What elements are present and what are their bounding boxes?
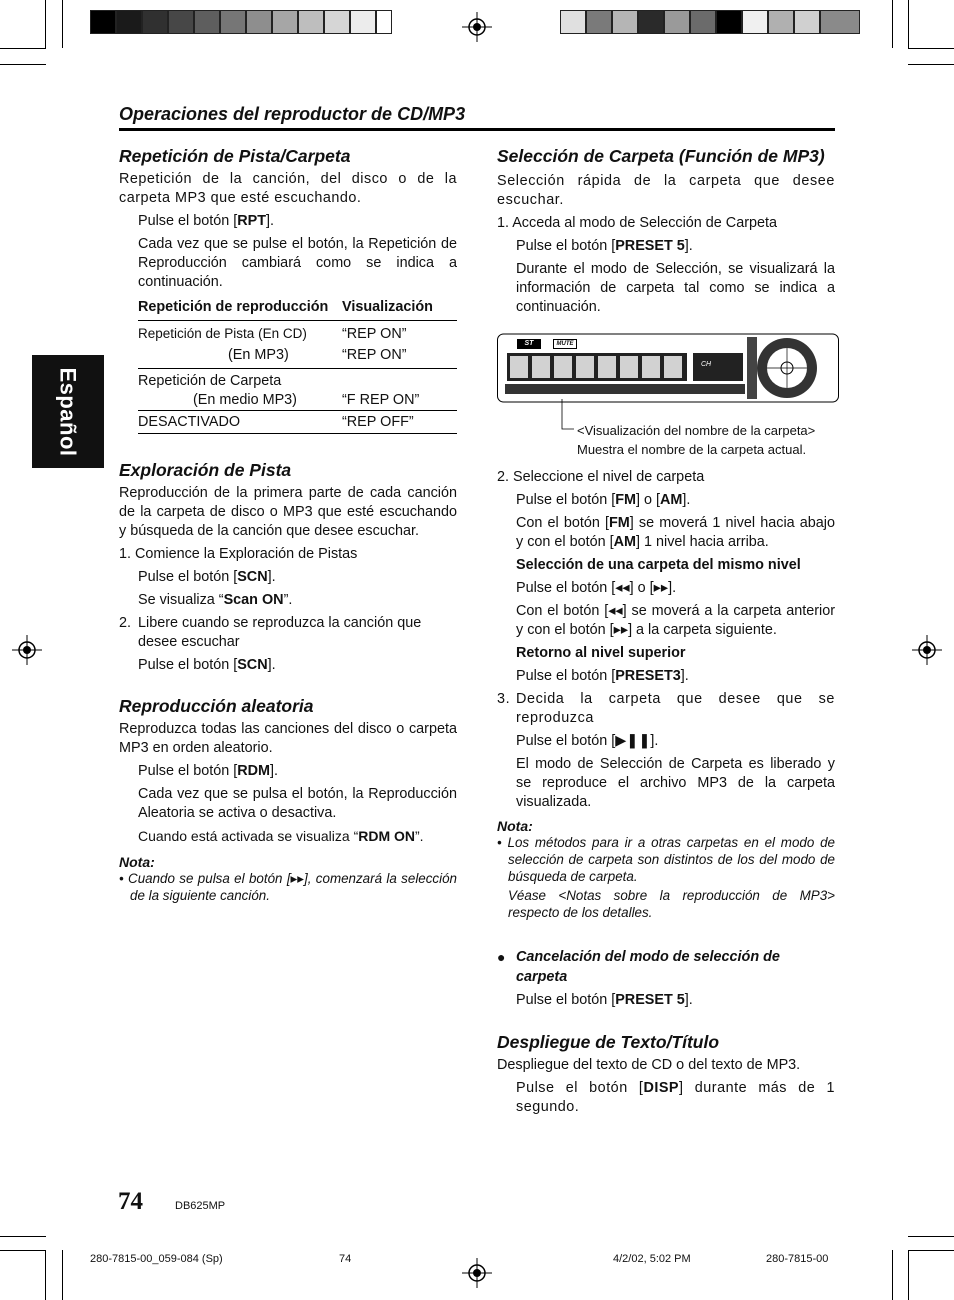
upper-level-press: Pulse el botón [PRESET3]. xyxy=(516,668,689,684)
random-title: Reproducción aleatoria xyxy=(119,696,314,716)
text-title: Despliegue de Texto/Título xyxy=(497,1032,720,1052)
am-button-label: AM xyxy=(659,492,683,508)
folder-step-1-desc: Durante el modo de Selección, se visualizará la información de carpeta tal como se indica a continuación. xyxy=(516,261,835,315)
fm-button-label: FM xyxy=(615,492,636,508)
repeat-table-row-value: “REP ON” xyxy=(342,347,407,363)
same-level-desc: Con el botón [◂◂] se moverá a la carpeta anterior y con el botón [▸▸] a la carpeta siguiente. xyxy=(516,603,836,638)
repeat-intro: Repetición de la canción, del disco o de la carpeta MP3 que esté escuchando. xyxy=(119,171,457,206)
crop-mark xyxy=(62,0,63,48)
folder-step-1: 1. Acceda al modo de Selección de Carpeta xyxy=(497,215,777,231)
crop-mark xyxy=(0,1250,46,1251)
crop-mark xyxy=(908,48,954,49)
crop-mark xyxy=(908,1250,909,1300)
left-column xyxy=(119,146,457,904)
repeat-press: Pulse el botón [RPT]. xyxy=(138,213,274,229)
registration-mark-icon xyxy=(462,1258,492,1288)
random-shows: Cuando está activada se visualiza “RDM ON”. xyxy=(138,828,424,844)
display-illustration xyxy=(497,333,835,463)
footer-page: 74 xyxy=(339,1253,352,1265)
scan-intro: Reproducción de la primera parte de cada canción de la carpeta de disco o MP3 que esté escuchando y búsqueda de la canción que desee escuchar. xyxy=(119,485,457,539)
crop-mark xyxy=(908,1236,954,1237)
scan-step-1: 1. Comience la Exploración de Pistas xyxy=(119,546,358,562)
previous-track-icon: ◂◂ xyxy=(615,580,630,596)
scn-button-label: SCN xyxy=(237,569,268,585)
section-header: Operaciones del reproductor de CD/MP3 xyxy=(119,104,466,124)
color-swatch xyxy=(716,10,742,34)
repeat-table xyxy=(138,298,457,434)
color-swatch xyxy=(794,10,820,34)
crop-mark xyxy=(45,1250,46,1300)
registration-mark-icon xyxy=(12,635,42,665)
text-press: Pulse el botón [DISP] durante más de 1 segundo. xyxy=(516,1080,835,1115)
play-pause-icon: ▶❚❚ xyxy=(615,733,651,749)
color-swatch xyxy=(768,10,794,34)
folder-step-2-desc: Con el botón [FM] se moverá 1 nivel hacia abajo y con el botón [AM] 1 nivel hacia arriba. xyxy=(516,515,835,550)
color-swatch xyxy=(560,10,586,34)
right-column xyxy=(497,146,835,1117)
crop-mark xyxy=(45,0,46,48)
crop-mark xyxy=(0,64,46,65)
scan-title: Exploración de Pista xyxy=(119,460,292,480)
repeat-table-header-display: Visualización xyxy=(342,299,433,315)
cancel-title: Cancelación del modo de selección de carpeta xyxy=(516,949,780,985)
registration-mark-icon xyxy=(912,635,942,665)
random-desc: Cada vez que se pulsa el botón, la Reproducción Aleatoria se activa o desactiva. xyxy=(138,786,457,821)
preset5-button-label: PRESET 5 xyxy=(615,992,685,1008)
random-note: • Cuando se pulsa el botón [▸▸], comenzará la selección de la siguiente canción. xyxy=(119,871,457,903)
scan-step-1-press: Pulse el botón [SCN]. xyxy=(138,569,276,585)
folder-step-2-press: Pulse el botón [FM] o [AM]. xyxy=(516,492,691,508)
display-caption-title: <Visualización del nombre de la carpeta> xyxy=(577,423,816,438)
same-level-press: Pulse el botón [◂◂] o [▸▸]. xyxy=(516,580,677,596)
header-rule xyxy=(119,128,835,131)
page-number: 74 xyxy=(118,1188,143,1215)
repeat-desc: Cada vez que se pulse el botón, la Repetición de Reproducción cambiará como se indica a continuación. xyxy=(138,236,457,290)
color-swatch xyxy=(272,10,298,34)
mute-indicator: MUTE xyxy=(553,339,577,349)
rpt-button-label: RPT xyxy=(237,213,266,229)
color-swatch xyxy=(90,10,116,34)
next-track-icon: ▸▸ xyxy=(653,580,669,596)
st-indicator: ST xyxy=(517,339,541,349)
folder-note-2: Véase <Notas sobre la reproducción de MP3> respecto de los detalles. xyxy=(508,888,835,920)
color-swatch xyxy=(586,10,612,34)
repeat-table-header-mode: Repetición de reproducción xyxy=(138,299,329,315)
preset5-button-label: PRESET 5 xyxy=(615,238,685,254)
color-swatch xyxy=(820,10,860,34)
color-swatch xyxy=(116,10,142,34)
color-swatch xyxy=(612,10,638,34)
color-swatch xyxy=(638,10,664,34)
crop-mark xyxy=(908,0,909,48)
crop-mark xyxy=(892,0,893,48)
folder-note-title: Nota: xyxy=(497,818,533,834)
next-track-icon: ▸▸ xyxy=(613,622,629,638)
file-name: 280-7815-00_059-084 (Sp) xyxy=(90,1253,223,1265)
model-code: DB625MP xyxy=(175,1200,226,1212)
language-tab-label: Español xyxy=(56,366,82,457)
folder-title: Selección de Carpeta (Función de MP3) xyxy=(497,146,825,166)
color-swatch xyxy=(194,10,220,34)
crop-mark xyxy=(908,64,954,65)
color-swatch xyxy=(298,10,324,34)
previous-track-icon: ◂◂ xyxy=(608,603,623,619)
scan-step-2-press: Pulse el botón [SCN]. xyxy=(138,657,276,673)
random-intro: Reproduzca todas las canciones del disco o carpeta MP3 en orden aleatorio. xyxy=(119,721,457,756)
text-intro: Despliegue del texto de CD o del texto de MP3. xyxy=(497,1057,801,1073)
rdm-button-label: RDM xyxy=(237,763,270,779)
random-press: Pulse el botón [RDM]. xyxy=(138,763,278,779)
scan-step-2: 2. Libere cuando se reproduzca la canción que desee escuchar xyxy=(119,615,422,650)
color-swatch xyxy=(690,10,716,34)
color-swatch xyxy=(220,10,246,34)
repeat-table-row: Repetición de Carpeta xyxy=(138,373,282,389)
repeat-table-row-value: “F REP ON” xyxy=(342,392,420,408)
bullet-icon: ● xyxy=(497,949,506,965)
repeat-table-row: DESACTIVADO xyxy=(138,414,241,430)
color-swatch xyxy=(246,10,272,34)
cancel-press: Pulse el botón [PRESET 5]. xyxy=(516,992,693,1008)
folder-step-3-press: Pulse el botón [▶❚❚]. xyxy=(516,733,659,749)
folder-step-3: 3. Decida la carpeta que desee que se reproduzca xyxy=(497,691,835,726)
cancel-section xyxy=(497,947,835,987)
color-swatch xyxy=(742,10,768,34)
repeat-table-row: (En medio MP3) xyxy=(193,392,297,408)
folder-intro: Selección rápida de la carpeta que desee escuchar. xyxy=(497,173,835,208)
crop-mark xyxy=(62,1250,63,1300)
display-caption xyxy=(577,421,815,459)
disp-button-label: DISP xyxy=(643,1080,680,1096)
repeat-table-row-value: “REP OFF” xyxy=(342,414,414,430)
color-swatch xyxy=(664,10,690,34)
folder-step-1-press: Pulse el botón [PRESET 5]. xyxy=(516,238,693,254)
repeat-title: Repetición de Pista/Carpeta xyxy=(119,146,351,166)
crop-mark xyxy=(0,1236,46,1237)
folder-note-1: • Los métodos para ir a otras carpetas en el modo de selección de carpeta son distintos de los del modo de búsqueda de carpeta. xyxy=(497,835,835,884)
folder-step-2: 2. Seleccione el nivel de carpeta xyxy=(497,469,705,485)
display-caption-desc: Muestra el nombre de la carpeta actual. xyxy=(577,442,807,457)
preset3-button-label: PRESET3 xyxy=(615,668,681,684)
color-swatch xyxy=(324,10,350,34)
registration-mark-icon xyxy=(462,12,492,42)
color-swatch xyxy=(350,10,376,34)
scan-step-1-shows: Se visualiza “Scan ON”. xyxy=(138,592,293,608)
color-swatch xyxy=(376,10,392,34)
color-swatch xyxy=(142,10,168,34)
folder-step-3-desc: El modo de Selección de Carpeta es liberado y se reproduce el archivo MP3 de la carpeta visualizada. xyxy=(516,756,835,810)
language-tab xyxy=(32,355,104,468)
upper-level-title: Retorno al nivel superior xyxy=(516,645,686,661)
print-date: 4/2/02, 5:02 PM xyxy=(613,1253,691,1265)
crop-mark xyxy=(908,1250,954,1251)
repeat-table-row-value: “REP ON” xyxy=(342,326,407,342)
same-level-title: Selección de una carpeta del mismo nivel xyxy=(516,557,801,573)
color-swatch xyxy=(168,10,194,34)
random-note-title: Nota: xyxy=(119,854,155,870)
repeat-table-row: (En MP3) xyxy=(228,347,289,363)
doc-code: 280-7815-00 xyxy=(766,1253,829,1265)
crop-mark xyxy=(0,48,46,49)
ch-indicator: CH xyxy=(701,361,712,368)
radio-display-image xyxy=(497,333,839,405)
scn-button-label: SCN xyxy=(237,657,268,673)
next-track-icon: ▸▸ xyxy=(290,871,304,886)
crop-mark xyxy=(892,1250,893,1300)
repeat-table-row: Repetición de Pista (En CD) xyxy=(138,326,307,341)
